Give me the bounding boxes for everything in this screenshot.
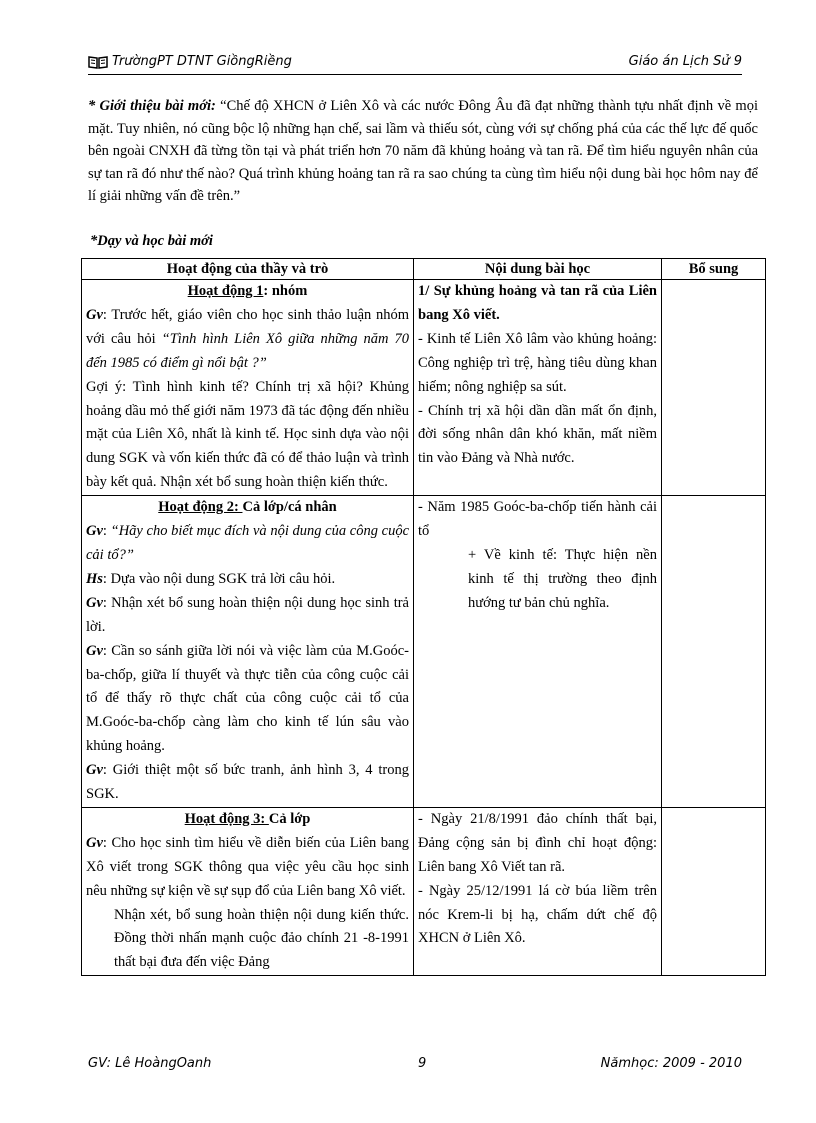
- header-supplement: Bổ sung: [662, 259, 766, 280]
- gv-paragraph: Gv: Giới thiệt một số bức tranh, ảnh hình 3, 4 trong SGK.: [86, 762, 409, 803]
- table-row: [82, 496, 766, 808]
- subject-name: Giáo án Lịch Sử 9: [628, 54, 742, 69]
- gv-paragraph: Gv: Nhận xét bổ sung hoàn thiện nội dung học sinh trả lời.: [86, 594, 409, 635]
- gv-paragraph: Gv: Cần so sánh giữa lời nói và việc làm của M.Goóc-ba-chốp, giữa lí thuyết và thực tiễn của công cuộc cải tổ để thấy rõ thực chất của công cuộc cải tổ của M.Goóc-ba-chốp càng làm cho kinh tế lún sâu vào khủng hoảng.: [86, 642, 409, 755]
- hs-paragraph: Hs: Dựa vào nội dung SGK trả lời câu hỏi.: [86, 570, 336, 587]
- remark-paragraph: Nhận xét, bổ sung hoàn thiện nội dung kiến thức. Đồng thời nhấn mạnh cuộc đảo chính 21 -8-1991 thất bại đưa đến việc Đảng: [114, 906, 409, 971]
- content-item: - Kinh tế Liên Xô lâm vào khủng hoảng: Công nghiệp trì trệ, hàng tiêu dùng khan hiếm; nông nghiệp sa sút.: [418, 330, 657, 395]
- book-icon: [88, 55, 108, 69]
- section-title: *Dạy và học bài mới: [90, 233, 213, 249]
- activity-title: Hoạt động 2: Cả lớp/cá nhân: [158, 499, 337, 516]
- supplement-cell: [662, 807, 766, 975]
- content-item: - Ngày 25/12/1991 lá cờ búa liềm trên nóc Krem-li bị hạ, chấm dứt chế độ XHCN ở Liên Xô.: [418, 882, 657, 947]
- page-footer: [88, 1056, 742, 1076]
- table-row: [82, 807, 766, 975]
- content-cell: [414, 807, 662, 975]
- content-item: - Ngày 21/8/1991 đảo chính thất bại, Đảng cộng sản bị đình chỉ hoạt động: Liên bang Xô Viết tan rã.: [418, 810, 657, 875]
- header-content: Nội dung bài học: [414, 259, 662, 280]
- gv-paragraph: Gv: Trước hết, giáo viên cho học sinh thảo luận nhóm với câu hỏi “Tình hình Liên Xô giữa những năm 70 đến 1985 có điểm gì nổi bật ?”: [86, 306, 409, 371]
- content-cell: [414, 280, 662, 496]
- intro-paragraph: [88, 95, 758, 208]
- intro-text: “Chế độ XHCN ở Liên Xô và các nước Đông Âu đã đạt những thành tựu nhất định về mọi mặt. Tuy nhiên, nó cũng bộc lộ những hạn chế, sai lầm và thiếu sót, cùng với sự chống phá của các thế lực đế quốc bên ngoài CNXH đã từng tồn tại và phát triển hơn 70 năm đã khủng hoảng và tan rã. Để tìm hiểu nguyên nhân của sự tan rã đó như thế nào? Quá trình khủng hoảng tan rã ra sao chúng ta cùng tìm hiểu nội dung bài học hôm nay để lí giải những vấn đề trên.”: [88, 98, 758, 204]
- content-item: - Chính trị xã hội dần dần mất ổn định, đời sống nhân dân khó khăn, mất niềm tin vào Đảng và Nhà nước.: [418, 402, 657, 467]
- page-header: [88, 52, 742, 75]
- lesson-table: [81, 258, 766, 976]
- gv-paragraph: Gv: Cho học sinh tìm hiểu về diễn biến của Liên bang Xô viết trong SGK thông qua việc yêu cầu học sinh nêu những sự kiện về sự sụp đổ của Liên bang Xô viết.: [86, 834, 409, 899]
- table-header-row: [82, 259, 766, 280]
- header-left: [88, 54, 292, 69]
- page-number: 9: [418, 1056, 427, 1071]
- school-year: Nămhọc: 2009 - 2010: [600, 1056, 742, 1071]
- supplement-cell: [662, 280, 766, 496]
- content-cell: [414, 496, 662, 808]
- intro-label: * Giới thiệu bài mới:: [88, 98, 216, 114]
- school-name: TrườngPT DTNT GiồngRiềng: [112, 54, 292, 69]
- gv-paragraph: Gv: “Hãy cho biết mục đích và nội dung của công cuộc cải tổ?”: [86, 523, 410, 563]
- header-activity: Hoạt động của thầy và trò: [82, 259, 414, 280]
- activity-cell: [82, 280, 414, 496]
- activity-title: Hoạt động 1: nhóm: [187, 283, 308, 299]
- activity-cell: [82, 496, 414, 808]
- content-item: - Năm 1985 Goóc-ba-chốp tiến hành cải tổ: [418, 499, 657, 540]
- table-row: [82, 280, 766, 496]
- supplement-cell: [662, 496, 766, 808]
- activity-title: Hoạt động 3: Cả lớp: [184, 810, 311, 827]
- activity-cell: [82, 807, 414, 975]
- hint-paragraph: Gợi ý: Tình hình kinh tế? Chính trị xã hội? Khủng hoảng dầu mỏ thế giới năm 1973 đã tác động đến nhiều mặt của Liên Xô, nhất là kinh tế. Học sinh dựa vào nội dung SGK và vốn kiến thức đã có để thảo luận và trình bày kết quả. Nhận xét bổ sung hoàn thiện kiến thức.: [86, 378, 409, 491]
- content-item: + Về kinh tế: Thực hiện nền kinh tế thị trường theo định hướng tư bản chủ nghĩa.: [468, 546, 657, 611]
- content-title: 1/ Sự khủng hoảng và tan rã của Liên bang Xô viết.: [418, 283, 657, 323]
- teacher-name: GV: Lê HoàngOanh: [88, 1056, 212, 1071]
